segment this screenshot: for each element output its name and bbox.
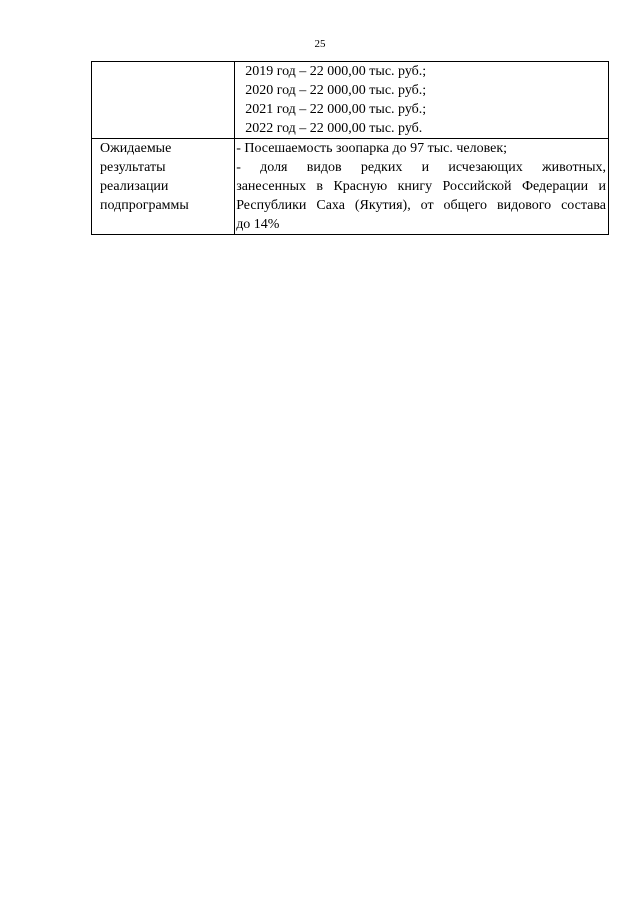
page-number: 25 [314,38,326,50]
table-row [92,62,609,139]
label-line: подпрограммы [100,198,189,213]
result-line-red-book: занесенных в Красную книгу Российской Федерации и [236,179,606,194]
expected-results-cell [235,139,609,235]
funding-line-2022: 2022 год – 22 000,00 тыс. руб. [245,121,423,136]
funding-line-2021: 2021 год – 22 000,00 тыс. руб.; [245,102,427,117]
subprogram-table [91,61,609,235]
label-line: реализации [100,179,169,194]
row-label-empty [92,62,235,139]
result-line-target: до 14% [236,217,280,232]
result-line-republic: Республики Саха (Якутия), от общего видового состава [236,198,606,213]
funding-cell [235,62,609,139]
expected-results-label-cell [92,139,235,235]
label-line: результаты [100,160,166,175]
table-row [92,139,609,235]
result-line-species-share: - доля видов редких и исчезающих животных, [236,160,606,175]
label-line: Ожидаемые [100,141,172,156]
funding-line-2020: 2020 год – 22 000,00 тыс. руб.; [245,83,427,98]
funding-line-2019: 2019 год – 22 000,00 тыс. руб.; [245,64,427,79]
result-line-attendance: - Посешаемость зоопарка до 97 тыс. человек; [236,141,508,156]
